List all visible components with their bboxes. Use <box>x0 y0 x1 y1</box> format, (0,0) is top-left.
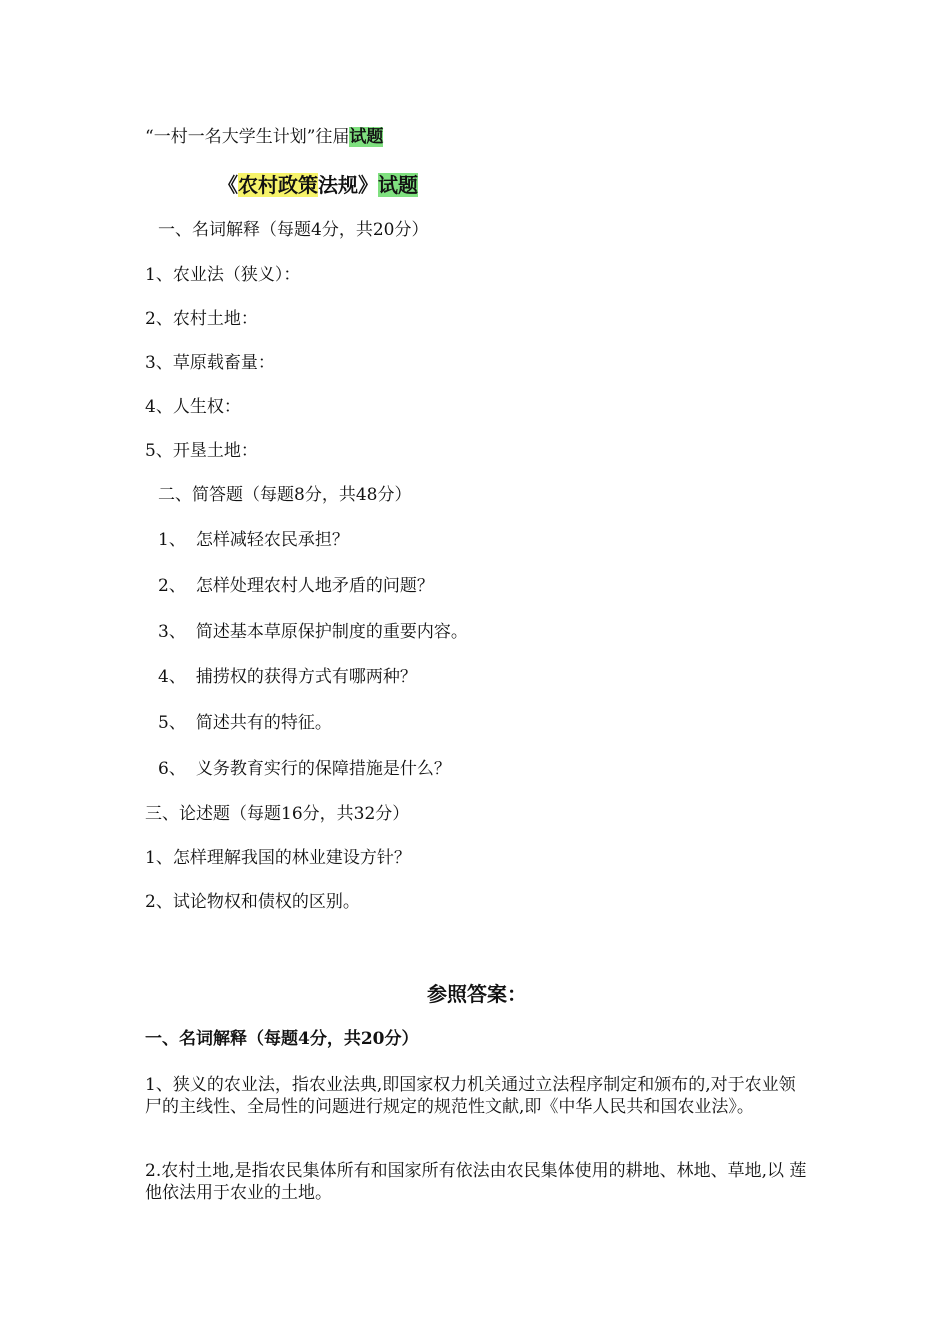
item-number: 2、 <box>158 576 186 596</box>
item-number: 4、 <box>158 667 186 687</box>
document-title <box>218 172 418 198</box>
item-text: 义务教育实行的保障措施是什么？ <box>195 759 451 779</box>
section3-item: 1、怎样理解我国的林业建设方针？ <box>145 848 411 868</box>
section1-item: 3、草原载畜量： <box>145 353 275 373</box>
item-text: 简述共有的特征。 <box>195 713 332 733</box>
answer-paragraph: 1、狭义的农业法，指农业法典,即国家权力机关通过立法程序制定和颁布的,对于农业领 尸的主线性、全局性的问题进行规定的规范性文献,即《中华人民共和国农业法》。 <box>145 1075 796 1117</box>
section2-heading: 二、简答题（每题8分，共48分） <box>158 485 412 505</box>
item-number: 3、 <box>158 622 186 642</box>
item-text: 怎样减轻农民承担？ <box>195 530 349 550</box>
section2-item <box>158 621 468 643</box>
header-prefix: “一村一名大学生计划”往届 <box>145 127 350 147</box>
section3-item: 2、试论物权和债权的区别。 <box>145 892 360 912</box>
answers-title: 参照答案： <box>427 982 527 1006</box>
item-number: 1、 <box>158 530 186 550</box>
section2-item <box>158 712 332 734</box>
section2-item <box>158 529 349 551</box>
section1-item: 1、农业法（狭义）： <box>145 265 301 285</box>
item-number: 5、 <box>158 713 186 733</box>
item-text: 怎样处理农村人地矛盾的问题？ <box>195 576 434 596</box>
header-highlight: 试题 <box>349 127 384 147</box>
answer-paragraph: 2.农村土地,是指农民集体所有和国家所有依法由农民集体使用的耕地、林地、草地,以 莲他依法用于农业的土地。 <box>145 1161 807 1203</box>
section2-item <box>158 666 417 688</box>
title-open: 《 <box>218 173 238 197</box>
document-header <box>145 126 383 148</box>
section2-item <box>158 575 434 597</box>
title-middle: 法规》 <box>318 173 378 197</box>
item-text: 简述基本草原保护制度的重要内容。 <box>195 622 468 642</box>
section2-item <box>158 758 451 780</box>
item-text: 捕捞权的获得方式有哪两种？ <box>195 667 417 687</box>
section1-item: 2、农村土地： <box>145 309 258 329</box>
answers-section-heading: 一、名词解释（每题4分，共20分） <box>145 1029 419 1049</box>
section3-heading: 三、论述题（每题16分，共32分） <box>145 804 410 824</box>
title-highlight-yellow: 农村政策 <box>238 173 318 197</box>
title-highlight-green: 试题 <box>378 173 418 197</box>
section1-item: 5、开垦土地： <box>145 441 258 461</box>
section1-item: 4、人生权： <box>145 397 241 417</box>
section1-heading: 一、名词解释（每题4分，共20分） <box>158 220 429 240</box>
item-number: 6、 <box>158 759 186 779</box>
